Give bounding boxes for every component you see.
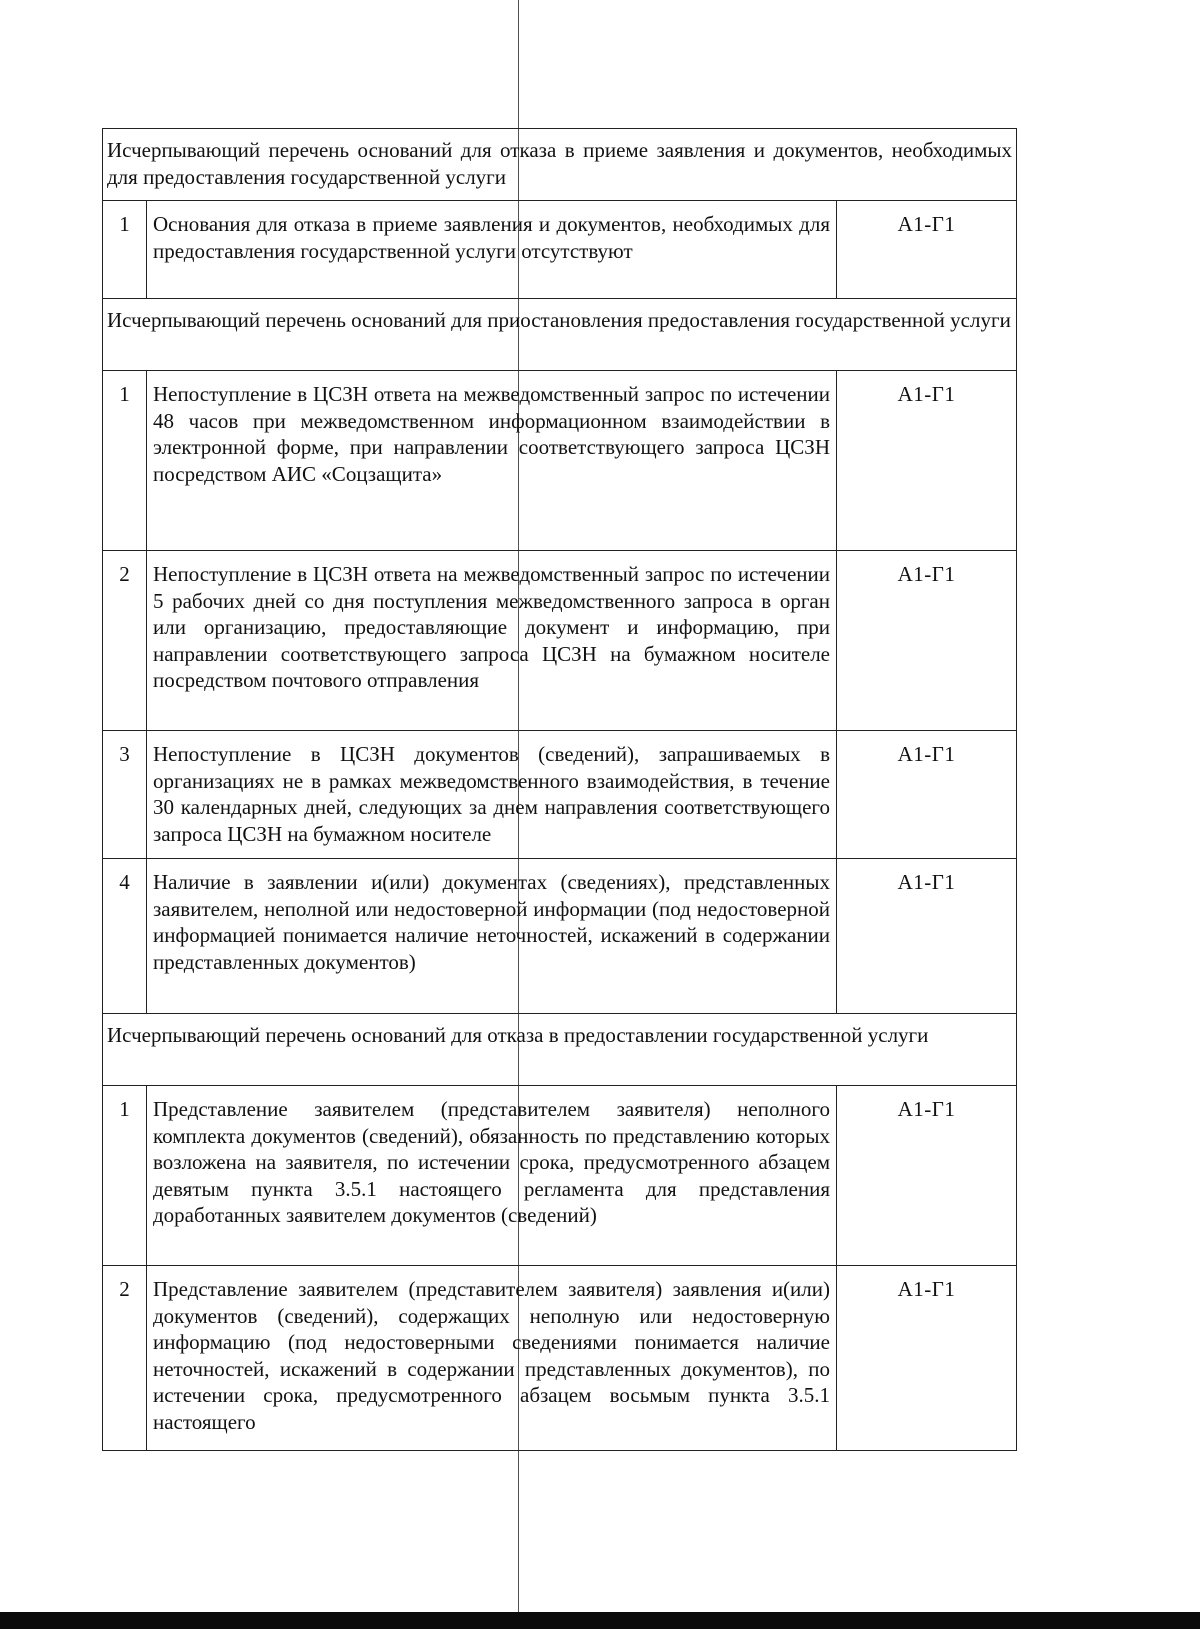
row-text: Непоступление в ЦСЗН ответа на межведомственный запрос по истечении 5 рабочих дней со дня поступления межведомственного запроса в орган или организацию, предоставляющие документ и информацию, при направлении соответствующего запроса ЦСЗН на бумажном носителе посредством почтового отправления	[147, 551, 837, 731]
row-code: А1-Г1	[837, 371, 1017, 551]
section-heading: Исчерпывающий перечень оснований для приостановления предоставления государственной услуги	[103, 299, 1017, 371]
section-heading-row	[103, 1014, 1017, 1086]
row-number: 1	[103, 371, 147, 551]
row-number: 1	[103, 1086, 147, 1266]
row-text: Наличие в заявлении и(или) документах (сведениях), представленных заявителем, неполной или недостоверной информации (под недостоверной информацией понимается наличие неточностей, искажений в содержании представленных документов)	[147, 859, 837, 1014]
table-row	[103, 1266, 1017, 1451]
row-code: А1-Г1	[837, 731, 1017, 859]
section-heading-row	[103, 129, 1017, 201]
table-row	[103, 551, 1017, 731]
scan-artifact-bottom-bar	[0, 1612, 1200, 1629]
section-heading: Исчерпывающий перечень оснований для отказа в приеме заявления и документов, необходимых для предоставления государственной услуги	[103, 129, 1017, 201]
row-number: 3	[103, 731, 147, 859]
row-code: А1-Г1	[837, 1266, 1017, 1451]
section-heading: Исчерпывающий перечень оснований для отказа в предоставлении государственной услуги	[103, 1014, 1017, 1086]
row-number: 2	[103, 551, 147, 731]
table-row	[103, 201, 1017, 299]
row-code: А1-Г1	[837, 551, 1017, 731]
row-code: А1-Г1	[837, 859, 1017, 1014]
row-text: Основания для отказа в приеме заявления и документов, необходимых для предоставления государственной услуги отсутствуют	[147, 201, 837, 299]
section-heading-row	[103, 299, 1017, 371]
table-row	[103, 731, 1017, 859]
table-row	[103, 371, 1017, 551]
row-text: Представление заявителем (представителем заявителя) заявления и(или) документов (сведений), содержащих неполную или недостоверную информацию (под недостоверными сведениями понимается наличие неточностей, искажений в содержании представленных документов), по истечении срока, предусмотренного абзацем восьмым пункта 3.5.1 настоящего	[147, 1266, 837, 1451]
row-code: А1-Г1	[837, 1086, 1017, 1266]
table-row	[103, 859, 1017, 1014]
table-row	[103, 1086, 1017, 1266]
row-text: Непоступление в ЦСЗН ответа на межведомственный запрос по истечении 48 часов при межведомственном информационном взаимодействии в электронной форме, при направлении соответствующего запроса ЦСЗН посредством АИС «Соцзащита»	[147, 371, 837, 551]
row-number: 2	[103, 1266, 147, 1451]
row-text: Представление заявителем (представителем заявителя) неполного комплекта документов (сведений), обязанность по представлению которых возложена на заявителя, по истечении срока, предусмотренного абзацем девятым пункта 3.5.1 настоящего регламента для представления доработанных заявителем документов (сведений)	[147, 1086, 837, 1266]
row-number: 4	[103, 859, 147, 1014]
row-code: А1-Г1	[837, 201, 1017, 299]
grounds-table	[102, 128, 1017, 1451]
row-number: 1	[103, 201, 147, 299]
row-text: Непоступление в ЦСЗН документов (сведений), запрашиваемых в организациях не в рамках межведомственного взаимодействия, в течение 30 календарных дней, следующих за днем направления соответствующего запроса ЦСЗН на бумажном носителе	[147, 731, 837, 859]
